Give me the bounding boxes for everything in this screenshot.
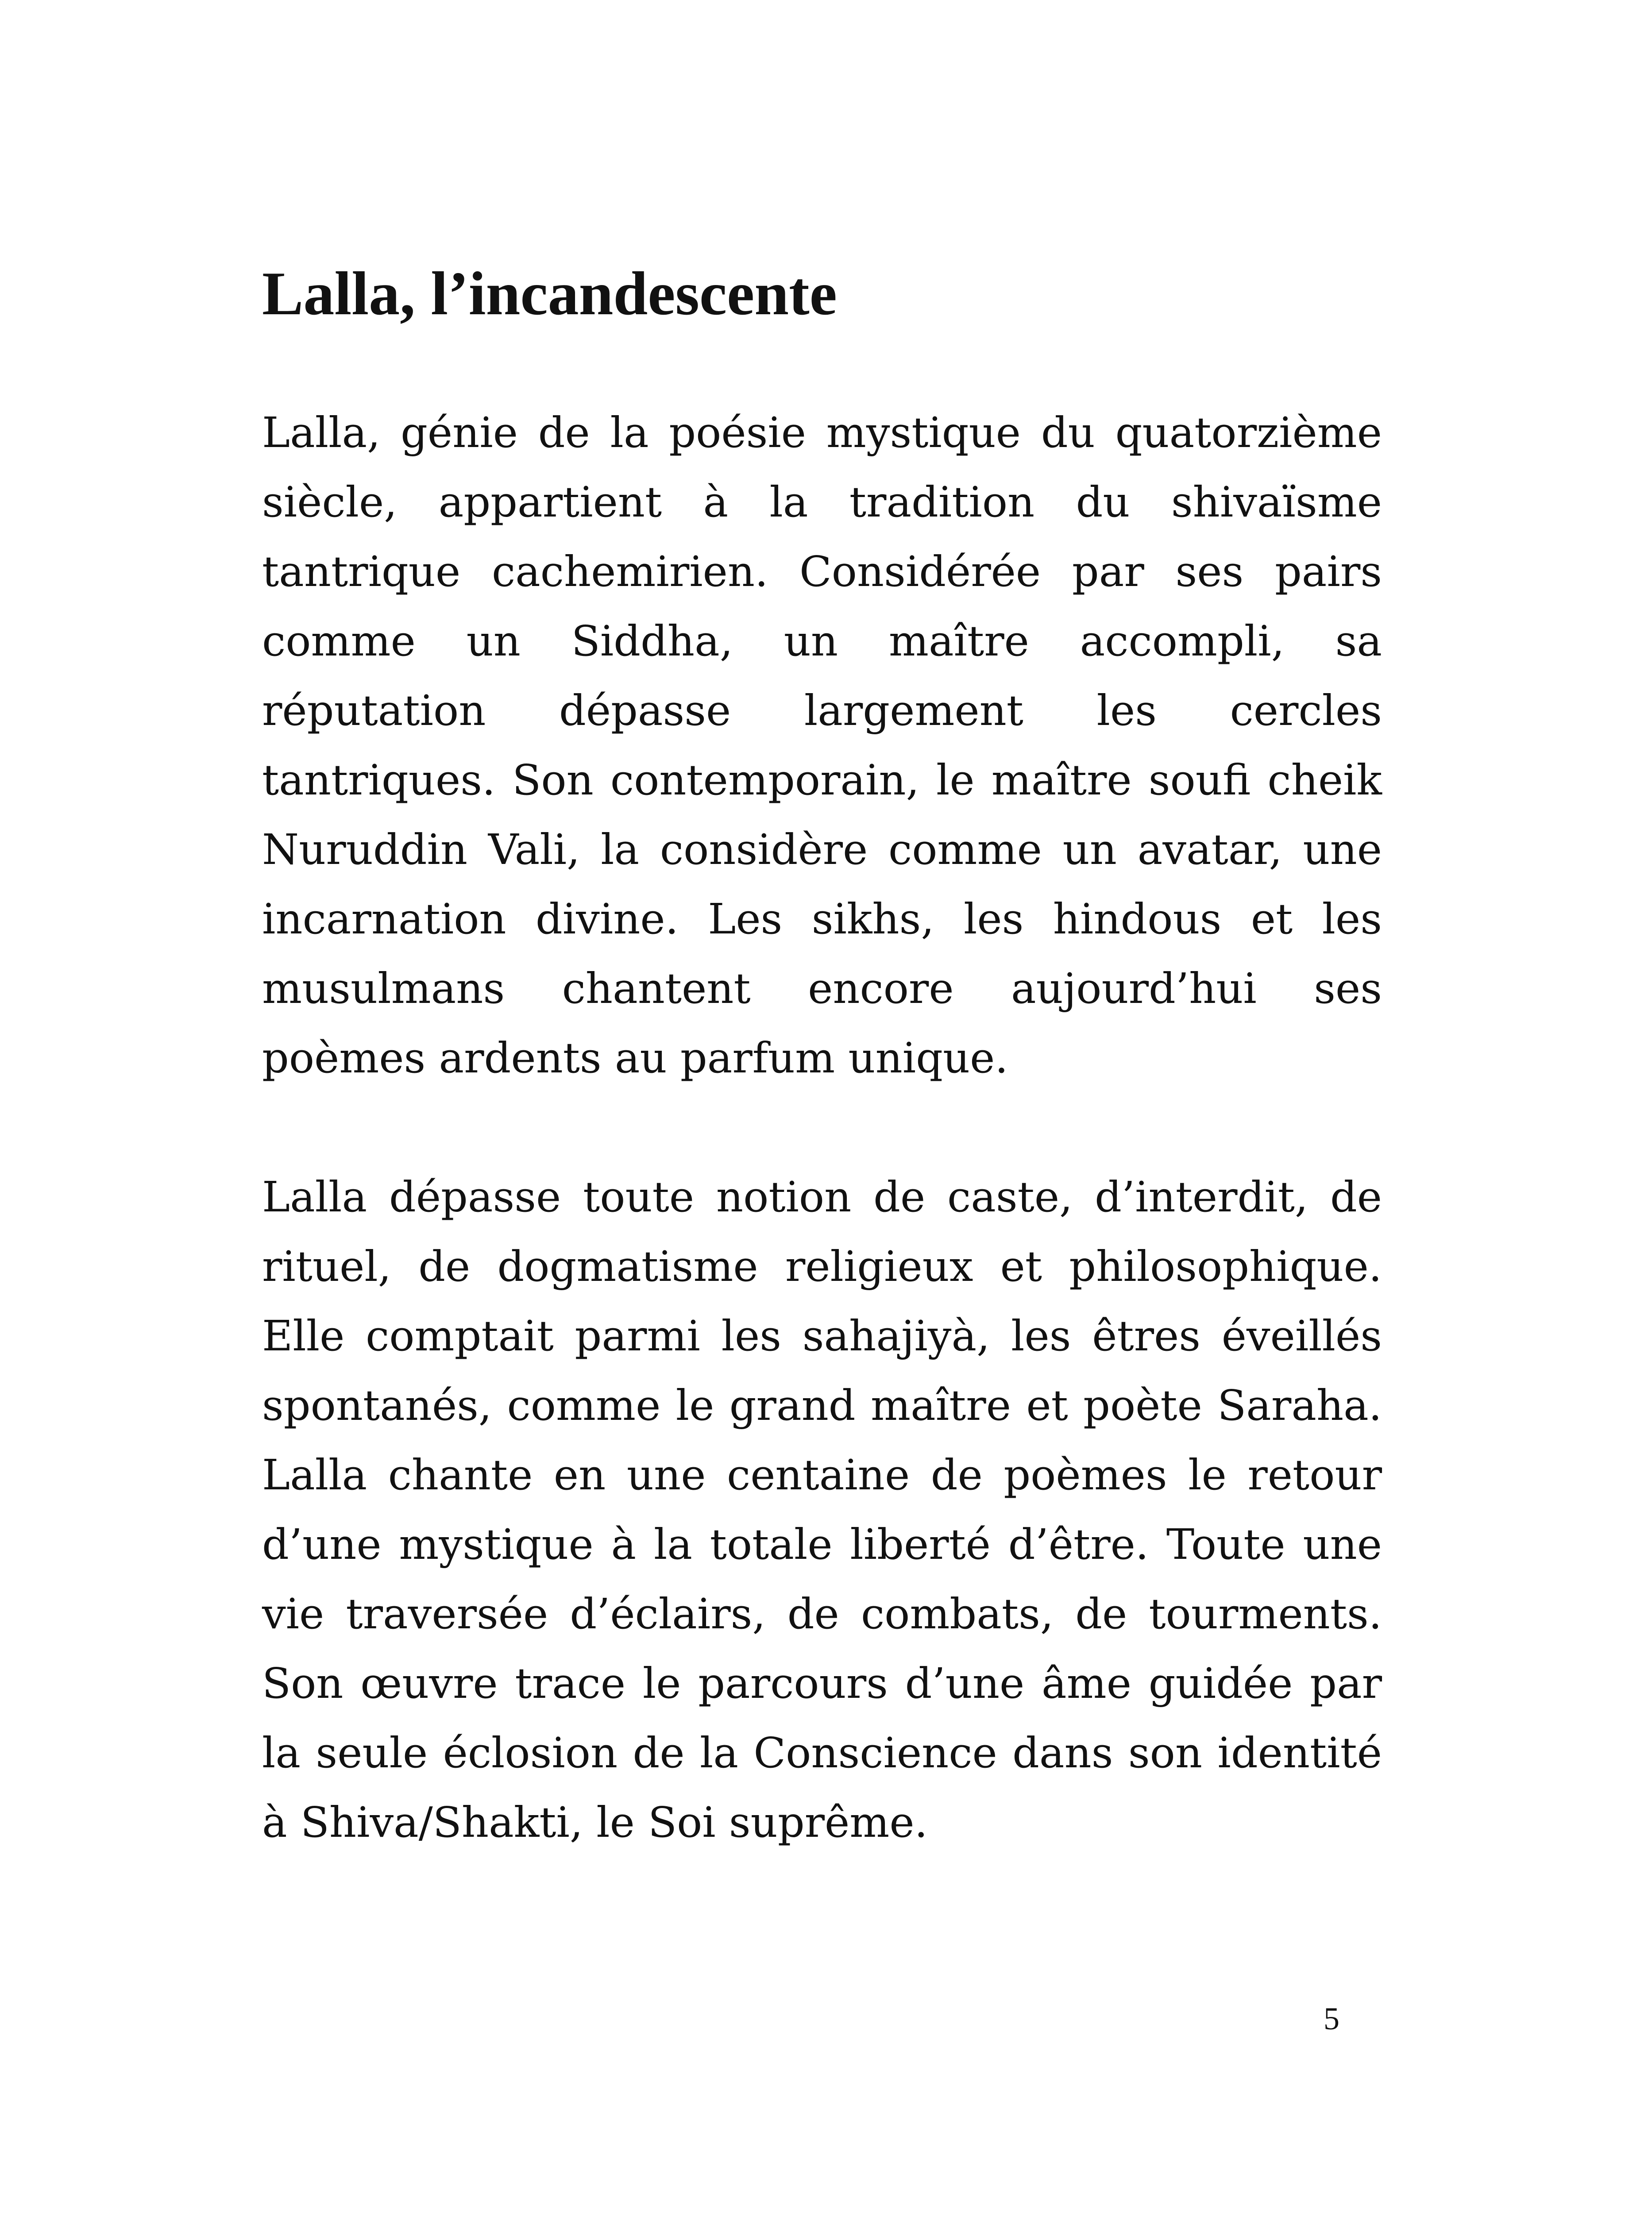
body-text	[262, 398, 1382, 1858]
paragraph: Lalla dépasse toute notion de caste, d’interdit, de rituel, de dogmatisme religieux et philosophique. Elle comptait parmi les sahajiyà, les êtres éveillés spontanés, comme le grand maître et poète Saraha. Lalla chante en une centaine de poèmes le retour d’une mystique à la totale liberté d’être. Toute une vie traversée d’éclairs, de combats, de tourments. Son œuvre trace le parcours d’une âme guidée par la seule éclosion de la Conscience dans son identité à Shiva/Shakti, le Soi suprême.	[262, 1173, 1382, 1847]
chapter-title: Lalla, l’incandescente	[262, 259, 837, 328]
page-number: 5	[1324, 2001, 1339, 2036]
paragraph: Lalla, génie de la poésie mystique du quatorzième siècle, appartient à la tradition du shivaïsme tantrique cachemirien. Considérée par ses pairs comme un Siddha, un maître accompli, sa réputation dépasse largement les cercles tantriques. Son contemporain, le maître soufi cheik Nuruddin Vali, la considère comme un avatar, une incarnation divine. Les sikhs, les hindous et les musulmans chantent encore aujourd’hui ses poèmes ardents au parfum unique.	[262, 409, 1382, 1083]
